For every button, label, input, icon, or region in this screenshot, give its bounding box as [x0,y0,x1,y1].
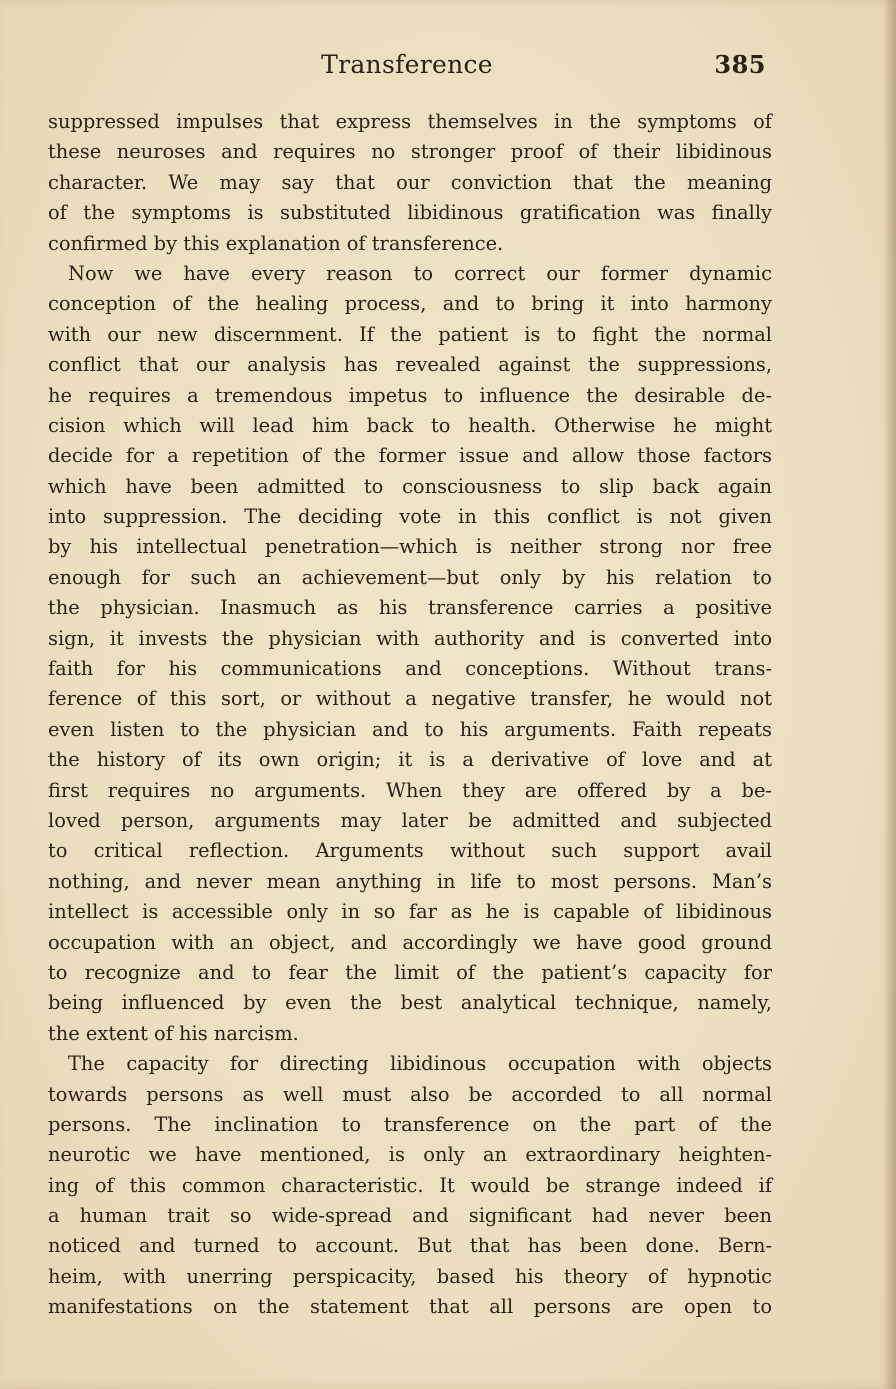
text-line: the extent of his narcism. [48,1021,299,1045]
text-line: being influenced by even the best analytical technique, namely, [48,991,772,1015]
text-line: to critical reflection. Arguments without such support avail [48,839,772,863]
text-line: nothing, and never mean anything in life to most persons. Man’s [48,869,772,893]
text-line: sign, it invests the physician with authority and is converted into [48,626,772,650]
text-line: loved person, arguments may later be admitted and subjected [48,808,772,832]
text-line: a human trait so wide-spread and significant had never been [48,1204,772,1228]
text-line: suppressed impulses that express themselves in the symptoms of [48,110,772,133]
text-line: towards persons as well must also be accorded to all normal [48,1082,772,1106]
text-line: into suppression. The deciding vote in this conflict is not given [48,505,772,529]
text-line: cision which will lead him back to health. Otherwise he might [48,413,772,437]
text-line: to recognize and to fear the limit of the patient’s capacity for [48,960,772,984]
text-line: intellect is accessible only in so far as he is capable of libidinous [48,900,772,924]
text-line: neurotic we have mentioned, is only an extraordinary heighten- [48,1143,772,1167]
text-line: occupation with an object, and accordingly we have good ground [48,930,772,954]
text-line: The capacity for directing libidinous occupation with objects [68,1052,772,1076]
text-line: by his intellectual penetration—which is neither strong nor free [48,535,772,559]
text-line: even listen to the physician and to his arguments. Faith repeats [48,717,772,741]
text-line: noticed and turned to account. But that has been done. Bern- [48,1234,772,1258]
text-line: character. We may say that our conviction that the meaning [48,170,772,194]
text-line: enough for such an achievement—but only by his relation to [48,565,772,589]
running-title: Transference [321,50,493,79]
text-line: the physician. Inasmuch as his transference carries a positive [48,596,772,620]
text-line: Now we have every reason to correct our former dynamic [68,261,772,285]
text-line: ing of this common characteristic. It would be strange indeed if [48,1173,772,1197]
text-line: conflict that our analysis has revealed against the suppressions, [48,353,772,377]
running-head [48,50,766,86]
text-line: ference of this sort, or without a negative transfer, he would not [48,687,772,711]
text-line: faith for his communications and conceptions. Without trans- [48,657,772,681]
text-line: these neuroses and requires no stronger proof of their libidinous [48,140,772,164]
text-line: heim, with unerring perspicacity, based his theory of hypnotic [48,1264,772,1288]
text-line: persons. The inclination to transference on the part of the [48,1112,772,1136]
text-line: confirmed by this explanation of transference. [48,231,504,255]
text-line: conception of the healing process, and to bring it into harmony [48,292,772,316]
text-line: decide for a repetition of the former issue and allow those factors [48,444,772,468]
text-line: he requires a tremendous impetus to influence the desirable de- [48,383,772,407]
text-line: which have been admitted to consciousness to slip back again [48,474,772,498]
body-text [48,107,772,1323]
text-line: with our new discernment. If the patient is to fight the normal [48,322,772,346]
text-line: manifestations on the statement that all persons are open to [48,1295,772,1319]
text-line: the history of its own origin; it is a derivative of love and at [48,748,772,772]
text-line: of the symptoms is substituted libidinous gratification was finally [48,201,772,225]
page-edge-shadow [882,0,896,1389]
page-number: 385 [714,50,766,79]
text-line: first requires no arguments. When they are offered by a be- [48,778,772,802]
